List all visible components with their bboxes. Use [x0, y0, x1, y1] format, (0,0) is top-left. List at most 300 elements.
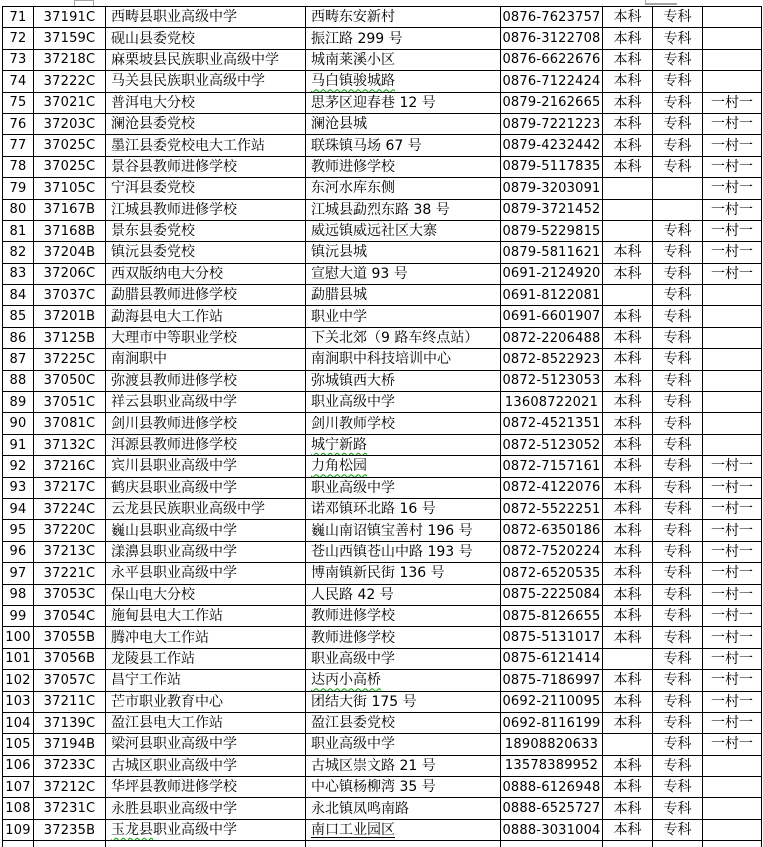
address-cell [306, 434, 501, 455]
yicunyi-cell [703, 370, 762, 391]
phone-cell: 0875-2225084 [501, 584, 603, 605]
phone-cell: 0692-8116199 [501, 712, 603, 733]
phone-cell [501, 841, 603, 847]
row-number-cell: 91 [3, 434, 34, 455]
yicunyi-cell [703, 285, 762, 306]
directory-table-body [3, 7, 762, 847]
zhuanke-cell: 专科 [653, 349, 703, 370]
row-number-cell: 80 [3, 199, 34, 220]
code-cell: 37125B [34, 327, 106, 348]
zhuanke-cell: 专科 [653, 477, 703, 498]
school-name-cell: 保山电大分校 [106, 584, 306, 605]
table-row [3, 691, 762, 712]
code-cell: 37224C [34, 498, 106, 519]
benke-cell [603, 178, 653, 199]
address-cell: 团结大街 175 号 [306, 691, 501, 712]
table-row [3, 92, 762, 113]
table-row-partial [3, 841, 762, 847]
phone-cell: 0879-3203091 [501, 178, 603, 199]
phone-cell: 0879-5117835 [501, 156, 603, 177]
phone-cell: 0875-5131017 [501, 627, 603, 648]
school-name-cell: 西畴县职业高级中学 [106, 7, 306, 28]
code-cell: 37055B [34, 627, 106, 648]
phone-cell: 0875-6121414 [501, 648, 603, 669]
phone-cell: 0872-6520535 [501, 563, 603, 584]
yicunyi-cell [703, 71, 762, 92]
address-cell: 宣慰大道 93 号 [306, 263, 501, 284]
code-cell: 37201B [34, 306, 106, 327]
yicunyi-cell: 一村一 [703, 242, 762, 263]
row-number-cell: 79 [3, 178, 34, 199]
code-cell: 37139C [34, 712, 106, 733]
yicunyi-cell [703, 841, 762, 847]
code-cell: 37081C [34, 413, 106, 434]
yicunyi-cell: 一村一 [703, 734, 762, 755]
school-name-cell: 盈江县电大工作站 [106, 712, 306, 733]
school-name-cell: 西双版纳电大分校 [106, 263, 306, 284]
zhuanke-cell: 专科 [653, 520, 703, 541]
row-number-cell: 89 [3, 392, 34, 413]
row-number-cell: 90 [3, 413, 34, 434]
address-cell [306, 670, 501, 691]
table-row [3, 135, 762, 156]
code-cell: 37037C [34, 285, 106, 306]
phone-cell: 0872-7157161 [501, 456, 603, 477]
zhuanke-cell: 专科 [653, 242, 703, 263]
phone-cell: 0691-6601907 [501, 306, 603, 327]
yicunyi-cell: 一村一 [703, 627, 762, 648]
benke-cell: 本科 [603, 498, 653, 519]
school-name-cell: 勐海县电大工作站 [106, 306, 306, 327]
benke-cell: 本科 [603, 712, 653, 733]
table-row [3, 327, 762, 348]
address-cell: 巍山南诏镇宝善村 196 号 [306, 520, 501, 541]
phone-cell: 13578389952 [501, 755, 603, 776]
yicunyi-cell: 一村一 [703, 712, 762, 733]
code-cell: 37218C [34, 49, 106, 70]
address-cell: 东河水库东侧 [306, 178, 501, 199]
table-row [3, 370, 762, 391]
zhuanke-cell: 专科 [653, 392, 703, 413]
row-number-cell: 75 [3, 92, 34, 113]
code-cell: 37204B [34, 242, 106, 263]
school-name-cell: 墨江县委党校电大工作站 [106, 135, 306, 156]
phone-cell: 0888-6126948 [501, 777, 603, 798]
phone-cell: 0879-7221223 [501, 113, 603, 134]
zhuanke-cell: 专科 [653, 135, 703, 156]
yicunyi-cell: 一村一 [703, 605, 762, 626]
code-cell: 37167B [34, 199, 106, 220]
school-name-cell: 华坪县教师进修学校 [106, 777, 306, 798]
phone-cell: 0879-4232442 [501, 135, 603, 156]
zhuanke-cell: 专科 [653, 798, 703, 819]
table-row [3, 563, 762, 584]
school-name-cell: 南涧职中 [106, 349, 306, 370]
phone-cell: 13608722021 [501, 392, 603, 413]
benke-cell: 本科 [603, 327, 653, 348]
yicunyi-cell: 一村一 [703, 199, 762, 220]
table-row [3, 220, 762, 241]
code-cell: 37021C [34, 92, 106, 113]
yicunyi-cell [703, 327, 762, 348]
row-number-cell: 98 [3, 584, 34, 605]
yicunyi-cell: 一村一 [703, 263, 762, 284]
benke-cell: 本科 [603, 306, 653, 327]
benke-cell: 本科 [603, 691, 653, 712]
school-name-cell: 祥云县职业高级中学 [106, 392, 306, 413]
code-cell: 37159C [34, 28, 106, 49]
benke-cell: 本科 [603, 777, 653, 798]
code-cell: 37212C [34, 777, 106, 798]
address-cell: 永北镇凤鸣南路 [306, 798, 501, 819]
code-cell: 37191C [34, 7, 106, 28]
zhuanke-cell [653, 199, 703, 220]
row-number-cell: 74 [3, 71, 34, 92]
school-name-cell: 砚山县委党校 [106, 28, 306, 49]
address-cell: 人民路 42 号 [306, 584, 501, 605]
row-number-cell: 108 [3, 798, 34, 819]
school-name-cell: 施甸县电大工作站 [106, 605, 306, 626]
benke-cell: 本科 [603, 370, 653, 391]
code-cell: 37231C [34, 798, 106, 819]
address-cell: 江城县勐烈东路 38 号 [306, 199, 501, 220]
school-name-cell: 昌宁工作站 [106, 670, 306, 691]
address-cell: 职业高级中学 [306, 477, 501, 498]
benke-cell [603, 841, 653, 847]
school-name-cell: 巍山县职业高级中学 [106, 520, 306, 541]
zhuanke-cell: 专科 [653, 7, 703, 28]
yicunyi-cell: 一村一 [703, 563, 762, 584]
table-row [3, 648, 762, 669]
yicunyi-cell [703, 49, 762, 70]
school-name-cell: 剑川县教师进修学校 [106, 413, 306, 434]
code-cell: 37233C [34, 755, 106, 776]
school-name-cell: 腾冲电大工作站 [106, 627, 306, 648]
benke-cell: 本科 [603, 563, 653, 584]
yicunyi-cell: 一村一 [703, 670, 762, 691]
phone-cell: 0879-2162665 [501, 92, 603, 113]
table-row [3, 178, 762, 199]
benke-cell [603, 199, 653, 220]
phone-cell: 0872-4122076 [501, 477, 603, 498]
code-cell: 37050C [34, 370, 106, 391]
row-number-cell: 94 [3, 498, 34, 519]
phone-cell: 18908820633 [501, 734, 603, 755]
row-number-cell: 83 [3, 263, 34, 284]
yicunyi-cell: 一村一 [703, 156, 762, 177]
code-cell: 37220C [34, 520, 106, 541]
spellcheck-squiggle-text: 达丙小高桥 [311, 672, 381, 689]
table-row [3, 520, 762, 541]
benke-cell: 本科 [603, 434, 653, 455]
phone-cell: 0872-2206488 [501, 327, 603, 348]
phone-cell: 0872-6350186 [501, 520, 603, 541]
table-row [3, 498, 762, 519]
zhuanke-cell [653, 841, 703, 847]
yicunyi-cell: 一村一 [703, 477, 762, 498]
zhuanke-cell: 专科 [653, 755, 703, 776]
yicunyi-cell [703, 28, 762, 49]
row-number-cell: 87 [3, 349, 34, 370]
address-cell: 职业中学 [306, 306, 501, 327]
zhuanke-cell: 专科 [653, 691, 703, 712]
school-name-cell: 江城县教师进修学校 [106, 199, 306, 220]
table-row [3, 712, 762, 733]
code-cell: 37194B [34, 734, 106, 755]
table-row [3, 263, 762, 284]
zhuanke-cell: 专科 [653, 456, 703, 477]
phone-cell: 0879-3721452 [501, 199, 603, 220]
benke-cell: 本科 [603, 349, 653, 370]
address-cell: 振江路 299 号 [306, 28, 501, 49]
yicunyi-cell [703, 819, 762, 840]
address-cell: 古城区崇文路 21 号 [306, 755, 501, 776]
spellcheck-squiggle-text: 马白镇骏城路 [311, 73, 395, 90]
zhuanke-cell: 专科 [653, 327, 703, 348]
address-cell: 职业高级中学 [306, 734, 501, 755]
address-cell: 苍山西镇苍山中路 193 号 [306, 541, 501, 562]
school-name-cell: 洱源县教师进修学校 [106, 434, 306, 455]
row-number-cell: 93 [3, 477, 34, 498]
code-cell: 37025C [34, 156, 106, 177]
benke-cell: 本科 [603, 135, 653, 156]
table-row [3, 349, 762, 370]
phone-cell: 0876-3122708 [501, 28, 603, 49]
table-row [3, 456, 762, 477]
address-cell: 博南镇新民街 136 号 [306, 563, 501, 584]
code-cell: 37025C [34, 135, 106, 156]
address-cell [306, 841, 501, 847]
table-row [3, 199, 762, 220]
row-number-cell: 76 [3, 113, 34, 134]
address-cell: 城南莱溪小区 [306, 49, 501, 70]
school-name-cell: 古城区职业高级中学 [106, 755, 306, 776]
table-row [3, 819, 762, 840]
table-row [3, 156, 762, 177]
zhuanke-cell: 专科 [653, 605, 703, 626]
school-name-cell: 永平县职业高级中学 [106, 563, 306, 584]
phone-cell: 0888-3031004 [501, 819, 603, 840]
table-row [3, 49, 762, 70]
address-cell: 思茅区迎春巷 12 号 [306, 92, 501, 113]
spellcheck-squiggle-text: 城宁新路 [311, 437, 367, 453]
phone-cell: 0872-5522251 [501, 498, 603, 519]
phone-cell: 0872-4521351 [501, 413, 603, 434]
school-name-cell: 永胜县职业高级中学 [106, 798, 306, 819]
address-cell [306, 71, 501, 92]
row-number-cell: 100 [3, 627, 34, 648]
phone-cell: 0875-8126655 [501, 605, 603, 626]
zhuanke-cell: 专科 [653, 777, 703, 798]
zhuanke-cell: 专科 [653, 263, 703, 284]
benke-cell: 本科 [603, 670, 653, 691]
benke-cell: 本科 [603, 49, 653, 70]
row-number-cell: 78 [3, 156, 34, 177]
table-row [3, 242, 762, 263]
yicunyi-cell: 一村一 [703, 220, 762, 241]
address-cell: 澜沧县城 [306, 113, 501, 134]
yicunyi-cell: 一村一 [703, 456, 762, 477]
phone-cell: 0888-6525727 [501, 798, 603, 819]
table-row [3, 777, 762, 798]
table-row [3, 584, 762, 605]
row-number-cell: 81 [3, 220, 34, 241]
address-cell: 剑川教师学校 [306, 413, 501, 434]
zhuanke-cell: 专科 [653, 498, 703, 519]
row-number-cell: 107 [3, 777, 34, 798]
phone-cell: 0872-5123053 [501, 370, 603, 391]
benke-cell: 本科 [603, 456, 653, 477]
row-number-cell: 96 [3, 541, 34, 562]
address-cell: 联珠镇马场 67 号 [306, 135, 501, 156]
row-number-cell: 97 [3, 563, 34, 584]
table-row [3, 477, 762, 498]
yicunyi-cell: 一村一 [703, 520, 762, 541]
code-cell: 37105C [34, 178, 106, 199]
zhuanke-cell: 专科 [653, 220, 703, 241]
row-number-cell: 77 [3, 135, 34, 156]
zhuanke-cell: 专科 [653, 413, 703, 434]
benke-cell: 本科 [603, 92, 653, 113]
address-cell: 盈江县委党校 [306, 712, 501, 733]
row-number-cell: 104 [3, 712, 34, 733]
school-name-cell: 普洱电大分校 [106, 92, 306, 113]
phone-cell: 0872-5123052 [501, 434, 603, 455]
yicunyi-cell: 一村一 [703, 648, 762, 669]
address-cell [306, 456, 501, 477]
school-name-cell: 龙陵县工作站 [106, 648, 306, 669]
table-row [3, 71, 762, 92]
row-number-cell: 92 [3, 456, 34, 477]
address-cell: 镇沅县城 [306, 242, 501, 263]
row-number-cell: 86 [3, 327, 34, 348]
yicunyi-cell [703, 434, 762, 455]
zhuanke-cell: 专科 [653, 28, 703, 49]
code-cell: 37132C [34, 434, 106, 455]
table-row [3, 306, 762, 327]
phone-cell: 0691-8122081 [501, 285, 603, 306]
phone-cell: 0879-5229815 [501, 220, 603, 241]
school-name-cell [106, 841, 306, 847]
yicunyi-cell: 一村一 [703, 92, 762, 113]
code-cell: 37235B [34, 819, 106, 840]
row-number-cell: 101 [3, 648, 34, 669]
school-name-cell: 梁河县职业高级中学 [106, 734, 306, 755]
benke-cell: 本科 [603, 819, 653, 840]
school-name-cell: 玉龙县职业高级中学 [106, 819, 306, 840]
school-name-cell: 景东县委党校 [106, 220, 306, 241]
table-row [3, 605, 762, 626]
zhuanke-cell: 专科 [653, 49, 703, 70]
code-cell: 37168B [34, 220, 106, 241]
row-number-cell: 85 [3, 306, 34, 327]
code-cell: 37211C [34, 691, 106, 712]
zhuanke-cell: 专科 [653, 71, 703, 92]
school-name-cell: 大理市中等职业学校 [106, 327, 306, 348]
school-name-cell: 马关县民族职业高级中学 [106, 71, 306, 92]
table-row [3, 755, 762, 776]
code-cell: 37225C [34, 349, 106, 370]
benke-cell: 本科 [603, 113, 653, 134]
address-cell: 教师进修学校 [306, 156, 501, 177]
table-row [3, 413, 762, 434]
yicunyi-cell: 一村一 [703, 113, 762, 134]
table-row [3, 28, 762, 49]
address-cell: 西畴东安新村 [306, 7, 501, 28]
benke-cell: 本科 [603, 627, 653, 648]
code-cell: 37053C [34, 584, 106, 605]
zhuanke-cell: 专科 [653, 156, 703, 177]
school-name-cell: 芒市职业教育中心 [106, 691, 306, 712]
school-name-cell: 弥渡县教师进修学校 [106, 370, 306, 391]
code-cell: 37213C [34, 541, 106, 562]
benke-cell: 本科 [603, 477, 653, 498]
code-cell [34, 841, 106, 847]
yicunyi-cell: 一村一 [703, 541, 762, 562]
code-cell: 37054C [34, 605, 106, 626]
phone-cell: 0691-2124920 [501, 263, 603, 284]
code-cell: 37203C [34, 113, 106, 134]
code-cell: 37217C [34, 477, 106, 498]
school-name-cell: 漾濞县职业高级中学 [106, 541, 306, 562]
phone-cell: 0875-7186997 [501, 670, 603, 691]
zhuanke-cell: 专科 [653, 627, 703, 648]
table-row [3, 392, 762, 413]
code-cell: 37056B [34, 648, 106, 669]
school-name-cell: 宾川县职业高级中学 [106, 456, 306, 477]
table-row [3, 798, 762, 819]
code-cell: 37206C [34, 263, 106, 284]
yicunyi-cell [703, 306, 762, 327]
yicunyi-cell [703, 413, 762, 434]
table-row [3, 285, 762, 306]
table-row [3, 670, 762, 691]
phone-cell: 0876-7122424 [501, 71, 603, 92]
underlined-text: 南口工业园区 [311, 822, 395, 839]
address-cell: 威远镇威远社区大寨 [306, 220, 501, 241]
benke-cell: 本科 [603, 413, 653, 434]
address-cell: 南涧职中科技培训中心 [306, 349, 501, 370]
address-cell: 弥城镇西大桥 [306, 370, 501, 391]
benke-cell: 本科 [603, 7, 653, 28]
row-number-cell: 103 [3, 691, 34, 712]
row-number-cell: 73 [3, 49, 34, 70]
code-cell: 37057C [34, 670, 106, 691]
benke-cell: 本科 [603, 71, 653, 92]
table-row [3, 7, 762, 28]
benke-cell: 本科 [603, 584, 653, 605]
row-number-cell: 106 [3, 755, 34, 776]
zhuanke-cell: 专科 [653, 92, 703, 113]
zhuanke-cell: 专科 [653, 541, 703, 562]
code-cell: 37051C [34, 392, 106, 413]
school-name-cell: 云龙县民族职业高级中学 [106, 498, 306, 519]
benke-cell: 本科 [603, 156, 653, 177]
row-number-cell: 82 [3, 242, 34, 263]
yicunyi-cell [703, 349, 762, 370]
row-number-cell: 102 [3, 670, 34, 691]
table-row [3, 541, 762, 562]
benke-cell: 本科 [603, 755, 653, 776]
zhuanke-cell: 专科 [653, 113, 703, 134]
zhuanke-cell: 专科 [653, 370, 703, 391]
phone-cell: 0872-8522923 [501, 349, 603, 370]
zhuanke-cell: 专科 [653, 434, 703, 455]
yicunyi-cell: 一村一 [703, 135, 762, 156]
row-number-cell: 72 [3, 28, 34, 49]
yicunyi-cell [703, 7, 762, 28]
school-name-cell: 麻栗坡县民族职业高级中学 [106, 49, 306, 70]
